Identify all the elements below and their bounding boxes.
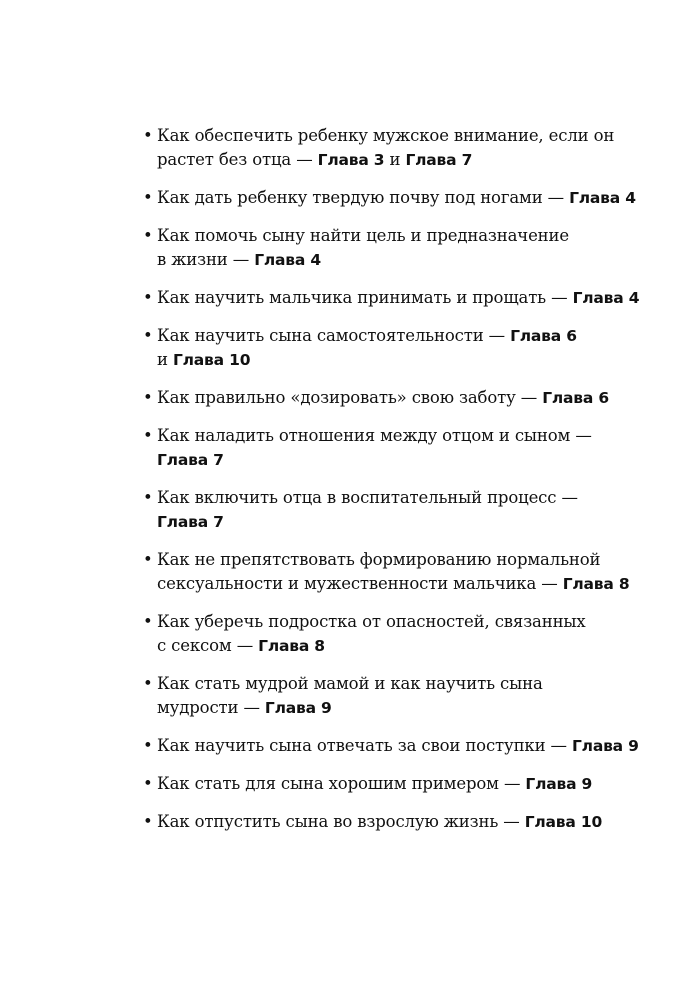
item-text: Как стать для сына хорошим примером — xyxy=(157,774,526,793)
item-text: Как научить мальчика принимать и прощать — xyxy=(157,288,573,307)
item-text: мудрости — xyxy=(157,698,265,717)
list-item xyxy=(143,124,633,172)
item-text: Как включить отца в воспитательный процесс — xyxy=(157,488,578,507)
chapter-reference: Глава 10 xyxy=(524,813,603,831)
chapter-reference: Глава 4 xyxy=(572,289,640,307)
list-item xyxy=(143,734,639,758)
bullet-icon: • xyxy=(143,812,153,831)
chapter-reference: Глава 4 xyxy=(569,189,636,207)
chapter-reference: Глава 10 xyxy=(172,351,251,369)
item-text: Как отпустить сына во взрослую жизнь — xyxy=(157,812,525,831)
chapter-reference: Глава 9 xyxy=(571,737,639,755)
chapter-reference: Глава 7 xyxy=(157,513,224,531)
chapter-reference: Глава 8 xyxy=(562,575,630,593)
item-text: растет без отца — xyxy=(157,150,318,169)
item-text: Как стать мудрой мамой и как научить сына xyxy=(157,674,543,693)
item-text: сексуальности и мужественности мальчика — xyxy=(157,574,563,593)
bullet-icon: • xyxy=(143,388,153,407)
list-item xyxy=(143,486,633,534)
item-text: в жизни — xyxy=(157,250,255,269)
item-text: Как не препятствовать формированию нормальной xyxy=(157,550,601,569)
list-item xyxy=(143,672,633,720)
chapter-reference: Глава 7 xyxy=(157,451,224,469)
item-text: Как научить сына самостоятельности — xyxy=(157,326,511,345)
item-text: Как уберечь подростка от опасностей, связанных xyxy=(157,612,586,631)
list-item xyxy=(143,548,633,596)
bullet-icon: • xyxy=(143,488,153,507)
bullet-icon: • xyxy=(143,226,153,245)
bullet-icon: • xyxy=(143,674,153,693)
item-text: с сексом — xyxy=(157,636,259,655)
chapter-reference: Глава 8 xyxy=(258,637,325,655)
bullet-icon: • xyxy=(143,612,153,631)
chapter-reference: Глава 6 xyxy=(510,327,577,345)
bullet-icon: • xyxy=(143,288,153,307)
list-item xyxy=(143,810,633,834)
bullet-icon: • xyxy=(143,736,153,755)
chapter-reference: Глава 9 xyxy=(525,775,593,793)
list-item xyxy=(143,386,633,410)
item-text: Как наладить отношения между отцом и сыном — xyxy=(157,426,592,445)
list-item xyxy=(143,224,633,272)
bullet-icon: • xyxy=(143,126,153,145)
item-text: и xyxy=(157,350,173,369)
chapter-reference: Глава 6 xyxy=(542,389,609,407)
chapter-guide-list xyxy=(143,124,640,848)
item-text: Как правильно «дозировать» свою заботу — xyxy=(157,388,543,407)
bullet-icon: • xyxy=(143,326,153,345)
item-text: Как обеспечить ребенку мужское внимание, если он xyxy=(157,126,615,145)
item-text: и xyxy=(384,150,406,169)
list-item xyxy=(143,286,640,310)
item-text: Как научить сына отвечать за свои поступки — xyxy=(157,736,572,755)
list-item xyxy=(143,324,633,372)
bullet-icon: • xyxy=(143,774,153,793)
list-item xyxy=(143,186,636,210)
chapter-reference: Глава 9 xyxy=(264,699,332,717)
chapter-reference: Глава 4 xyxy=(254,251,321,269)
chapter-reference: Глава 3 xyxy=(317,151,385,169)
list-item xyxy=(143,424,633,472)
list-item xyxy=(143,772,633,796)
bullet-icon: • xyxy=(143,426,153,445)
chapter-reference: Глава 7 xyxy=(405,151,473,169)
bullet-icon: • xyxy=(143,550,153,569)
list-item xyxy=(143,610,633,658)
item-text: Как дать ребенку твердую почву под ногами — xyxy=(157,188,570,207)
bullet-icon: • xyxy=(143,188,153,207)
item-text: Как помочь сыну найти цель и предназначение xyxy=(157,226,569,245)
